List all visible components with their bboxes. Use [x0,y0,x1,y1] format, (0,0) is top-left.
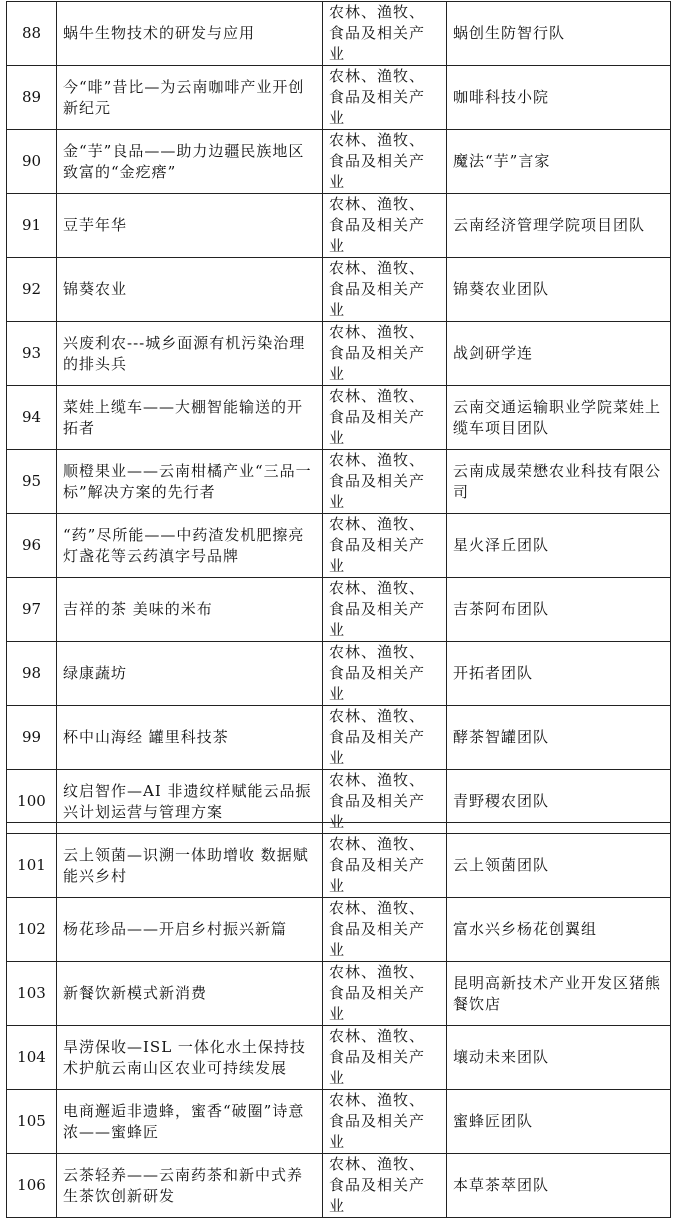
industry-category: 农林、渔牧、食品及相关产业 [323,578,447,642]
industry-category: 农林、渔牧、食品及相关产业 [323,898,447,962]
table-row [7,194,671,258]
industry-category: 农林、渔牧、食品及相关产业 [323,322,447,386]
row-number: 99 [7,706,57,770]
row-number: 91 [7,194,57,258]
project-name: 菜娃上缆车——大棚智能输送的开拓者 [57,386,323,450]
team-name: 战剑研学连 [447,322,671,386]
project-name: 云茶轻养——云南药茶和新中式养生茶饮创新研发 [57,1154,323,1218]
table-row [7,578,671,642]
project-name: 蜗牛生物技术的研发与应用 [57,2,323,66]
table-row [7,834,671,898]
row-number: 94 [7,386,57,450]
industry-category: 农林、渔牧、食品及相关产业 [323,514,447,578]
table-row [7,386,671,450]
team-name: 蜜蜂匠团队 [447,1090,671,1154]
project-name: 杨花珍品——开启乡村振兴新篇 [57,898,323,962]
team-name: 云上领菌团队 [447,834,671,898]
table-row [7,1154,671,1218]
team-name: 魔法“芋”言家 [447,130,671,194]
row-number: 97 [7,578,57,642]
industry-category: 农林、渔牧、食品及相关产业 [323,962,447,1026]
industry-category: 农林、渔牧、食品及相关产业 [323,2,447,66]
table-row [7,258,671,322]
table-row [7,706,671,770]
row-number: 96 [7,514,57,578]
table-row [7,322,671,386]
table-row [7,962,671,1026]
team-name: 昆明高新技术产业开发区猪熊餐饮店 [447,962,671,1026]
industry-category: 农林、渔牧、食品及相关产业 [323,130,447,194]
row-number: 104 [7,1026,57,1090]
table-row [7,2,671,66]
project-name: 云上领菌—识溯一体助增收 数据赋能兴乡村 [57,834,323,898]
industry-category: 农林、渔牧、食品及相关产业 [323,258,447,322]
row-number: 92 [7,258,57,322]
project-name: 电商邂逅非遗蜂，蜜香“破圈”诗意浓——蜜蜂匠 [57,1090,323,1154]
industry-category: 农林、渔牧、食品及相关产业 [323,642,447,706]
table-row [7,1090,671,1154]
table-row [7,642,671,706]
project-name: 旱涝保收—ISL 一体化水土保持技术护航云南山区农业可持续发展 [57,1026,323,1090]
row-number: 88 [7,2,57,66]
team-name: 云南交通运输职业学院菜娃上缆车项目团队 [447,386,671,450]
table-row [7,66,671,130]
project-name: 顺橙果业——云南柑橘产业“三品一标”解决方案的先行者 [57,450,323,514]
row-number: 100 [7,770,57,834]
industry-category: 农林、渔牧、食品及相关产业 [323,66,447,130]
project-name: “药”尽所能——中药渣发机肥擦亮灯盏花等云药滇字号品牌 [57,514,323,578]
row-number: 95 [7,450,57,514]
project-table [6,1,671,1218]
team-name: 壤动未来团队 [447,1026,671,1090]
industry-category: 农林、渔牧、食品及相关产业 [323,1090,447,1154]
row-number: 101 [7,834,57,898]
team-name: 青野稷农团队 [447,770,671,834]
industry-category: 农林、渔牧、食品及相关产业 [323,450,447,514]
row-number: 105 [7,1090,57,1154]
project-name: 今“啡”昔比—为云南咖啡产业开创新纪元 [57,66,323,130]
industry-category: 农林、渔牧、食品及相关产业 [323,1026,447,1090]
team-name: 锦葵农业团队 [447,258,671,322]
row-number: 102 [7,898,57,962]
project-name: 纹启智作—AI 非遗纹样赋能云品振兴计划运营与管理方案 [57,770,323,834]
row-number: 89 [7,66,57,130]
row-number: 106 [7,1154,57,1218]
row-number: 93 [7,322,57,386]
table-row [7,898,671,962]
table-row [7,514,671,578]
industry-category: 农林、渔牧、食品及相关产业 [323,834,447,898]
row-number: 98 [7,642,57,706]
industry-category: 农林、渔牧、食品及相关产业 [323,194,447,258]
project-name: 金“芋”良品——助力边疆民族地区致富的“金疙瘩” [57,130,323,194]
table-row [7,130,671,194]
team-name: 本草茶萃团队 [447,1154,671,1218]
table-row [7,1026,671,1090]
industry-category: 农林、渔牧、食品及相关产业 [323,770,447,834]
team-name: 富水兴乡杨花创翼组 [447,898,671,962]
industry-category: 农林、渔牧、食品及相关产业 [323,1154,447,1218]
project-name: 吉祥的茶 美味的米布 [57,578,323,642]
project-name: 兴废利农---城乡面源有机污染治理的排头兵 [57,322,323,386]
team-name: 云南成晟荣懋农业科技有限公司 [447,450,671,514]
industry-category: 农林、渔牧、食品及相关产业 [323,706,447,770]
table-body [7,2,671,1218]
table-row [7,450,671,514]
team-name: 开拓者团队 [447,642,671,706]
team-name: 蜗创生防智行队 [447,2,671,66]
project-name: 绿康蔬坊 [57,642,323,706]
project-name: 杯中山海经 罐里科技茶 [57,706,323,770]
team-name: 酵茶智罐团队 [447,706,671,770]
project-name: 锦葵农业 [57,258,323,322]
team-name: 吉茶阿布团队 [447,578,671,642]
team-name: 咖啡科技小院 [447,66,671,130]
row-number: 90 [7,130,57,194]
next-row-cut-off [6,822,670,829]
team-name: 云南经济管理学院项目团队 [447,194,671,258]
project-name: 新餐饮新模式新消费 [57,962,323,1026]
team-name: 星火泽丘团队 [447,514,671,578]
project-name: 豆芋年华 [57,194,323,258]
industry-category: 农林、渔牧、食品及相关产业 [323,386,447,450]
row-number: 103 [7,962,57,1026]
